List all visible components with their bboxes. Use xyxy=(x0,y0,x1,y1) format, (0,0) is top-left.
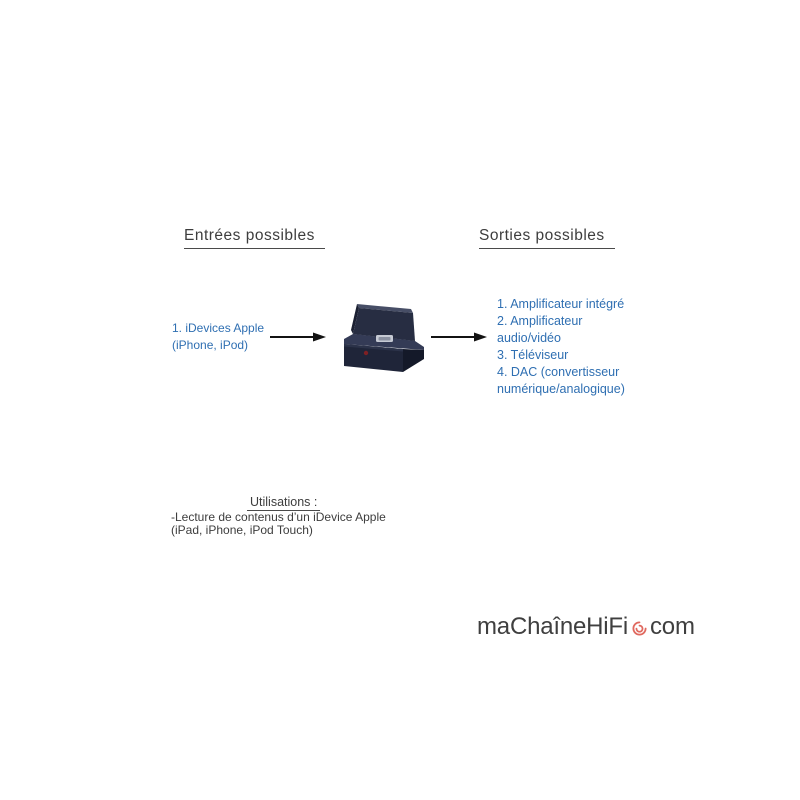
input-item-line: 1. iDevices Apple xyxy=(172,321,265,335)
output-item-line: 1. Amplificateur intégré xyxy=(497,297,625,311)
output-item-line: 3. Téléviseur xyxy=(497,348,569,362)
outputs-list xyxy=(497,296,625,398)
inputs-heading: Entrées possibles xyxy=(184,227,325,249)
outputs-heading: Sorties possibles xyxy=(479,227,615,249)
usage-text xyxy=(171,511,386,537)
spiral-swirl-icon xyxy=(631,620,648,637)
brand-name: maChaîneHiFi xyxy=(477,613,628,640)
output-item-line: numérique/analogique) xyxy=(497,382,625,396)
usage-heading: Utilisations : xyxy=(247,495,320,511)
output-item-line: 2. Amplificateur xyxy=(497,314,583,328)
usage-text-line: -Lecture de contenus d’un iDevice Apple xyxy=(171,510,386,524)
ipod-dock-photo xyxy=(342,299,428,376)
brand-logo xyxy=(477,613,695,641)
output-item-line: audio/vidéo xyxy=(497,331,561,345)
brand-tld: com xyxy=(650,613,695,640)
output-item-line: 4. DAC (convertisseur xyxy=(497,365,620,379)
input-item-line: (iPhone, iPod) xyxy=(172,338,249,352)
right-arrow-icon xyxy=(269,331,327,343)
usage-text-line: (iPad, iPhone, iPod Touch) xyxy=(171,523,313,537)
right-arrow-icon xyxy=(430,331,488,343)
